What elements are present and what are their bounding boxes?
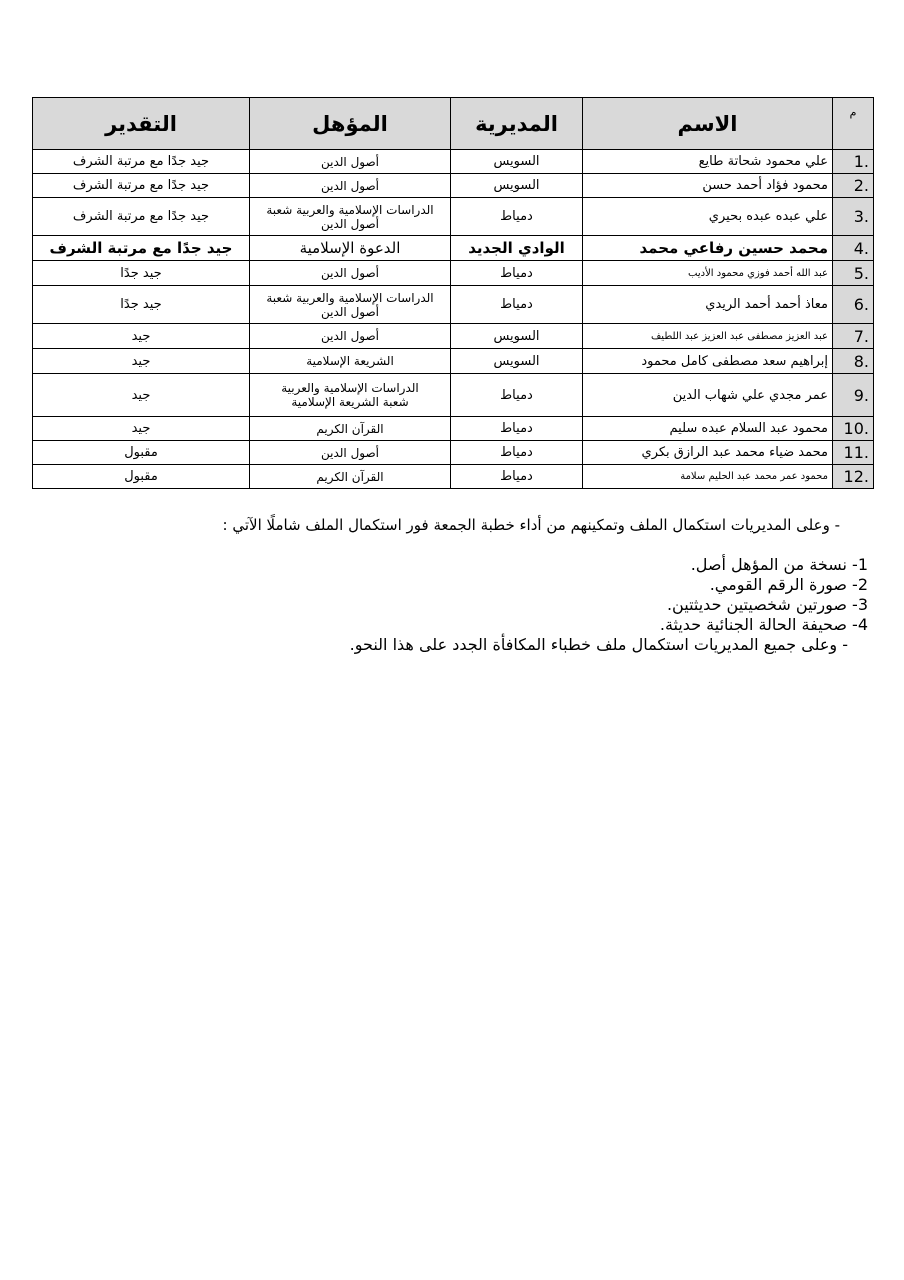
qualification-line: الدعوة الإسلامية — [299, 239, 401, 257]
row-qualification — [250, 236, 451, 261]
row-qualification — [250, 174, 451, 198]
candidates-table — [32, 97, 874, 489]
qualification-line: أصول الدين — [320, 304, 380, 319]
row-num: 7. — [833, 324, 874, 349]
row-grade: جيد جدًا مع مرتبة الشرف — [33, 174, 250, 198]
row-name: محمد حسين رفاعي محمد — [583, 236, 833, 261]
qualification-line: أصول الدين — [320, 445, 380, 460]
qualification-line: الشريعة الإسلامية — [306, 354, 394, 368]
table-row — [33, 374, 874, 417]
row-qualification — [250, 261, 451, 286]
row-num: 6. — [833, 286, 874, 324]
header-qualification: المؤهل — [250, 98, 451, 150]
row-num: 3. — [833, 198, 874, 236]
table-row — [33, 349, 874, 374]
row-qualification — [250, 374, 451, 417]
row-num: 10. — [833, 417, 874, 441]
qualification-line: القرآن الكريم — [316, 469, 384, 484]
qualification-line: أصول الدين — [320, 178, 380, 193]
table-row — [33, 417, 874, 441]
row-name: عمر مجدي علي شهاب الدين — [583, 374, 833, 417]
row-num: 1. — [833, 150, 874, 174]
qualification-line: أصول الدين — [320, 216, 380, 231]
row-name: إبراهيم سعد مصطفى كامل محمود — [583, 349, 833, 374]
header-num: م — [833, 98, 874, 150]
qualification-line: الدراسات الإسلامية والعربية شعبة — [266, 202, 434, 217]
row-grade: جيد جدًا مع مرتبة الشرف — [33, 198, 250, 236]
row-directorate: دمياط — [451, 465, 583, 489]
row-num: 12. — [833, 465, 874, 489]
qualification-line: الدراسات الإسلامية والعربية شعبة — [266, 290, 434, 305]
table-row — [33, 465, 874, 489]
table-row — [33, 261, 874, 286]
list-item: 3- صورتين شخصيتين حديثتين. — [666, 595, 868, 614]
row-qualification — [250, 465, 451, 489]
row-num: 2. — [833, 174, 874, 198]
row-name: محمد ضياء محمد عبد الرازق بكري — [583, 441, 833, 465]
row-name: معاذ أحمد أحمد الريدي — [583, 286, 833, 324]
row-name: علي محمود شحاتة طايع — [583, 150, 833, 174]
row-grade: جيد جدًا — [33, 261, 250, 286]
row-qualification — [250, 198, 451, 236]
qualification-line: أصول الدين — [320, 154, 380, 169]
qualification-line: الدراسات الإسلامية والعربية — [281, 381, 419, 395]
list-item: 4- صحيفة الحالة الجنائية حديثة. — [659, 615, 868, 634]
row-directorate: السويس — [451, 349, 583, 374]
row-grade: جيد جدًا مع مرتبة الشرف — [33, 150, 250, 174]
header-directorate: المديرية — [451, 98, 583, 150]
qualification-line: القرآن الكريم — [316, 421, 384, 436]
list-item: 1- نسخة من المؤهل أصل. — [690, 555, 868, 574]
row-qualification — [250, 324, 451, 349]
row-grade: جيد — [33, 349, 250, 374]
row-directorate: السويس — [451, 324, 583, 349]
row-qualification — [250, 150, 451, 174]
row-directorate: السويس — [451, 174, 583, 198]
qualification-line: أصول الدين — [320, 329, 380, 343]
row-grade: جيد جدًا مع مرتبة الشرف — [33, 236, 250, 261]
row-num: 9. — [833, 374, 874, 417]
row-grade: مقبول — [33, 465, 250, 489]
row-directorate: دمياط — [451, 417, 583, 441]
row-num: 11. — [833, 441, 874, 465]
row-num: 4. — [833, 236, 874, 261]
row-qualification — [250, 349, 451, 374]
table-row — [33, 150, 874, 174]
row-num: 8. — [833, 349, 874, 374]
row-name: عبد الله أحمد فوزي محمود الأديب — [583, 261, 833, 286]
requirements-list — [350, 555, 868, 655]
header-grade: التقدير — [33, 98, 250, 150]
table-row — [33, 324, 874, 349]
table-row — [33, 198, 874, 236]
table-row — [33, 441, 874, 465]
row-directorate: دمياط — [451, 441, 583, 465]
table-row — [33, 174, 874, 198]
row-grade: جيد — [33, 417, 250, 441]
row-name: علي عبده عبده بحيري — [583, 198, 833, 236]
row-qualification — [250, 441, 451, 465]
row-grade: جيد جدًا — [33, 286, 250, 324]
header-name: الاسم — [583, 98, 833, 150]
row-directorate: السويس — [451, 150, 583, 174]
row-directorate: دمياط — [451, 261, 583, 286]
table-header-row — [33, 98, 874, 150]
qualification-line: شعبة الشريعة الإسلامية — [291, 395, 409, 409]
row-directorate: دمياط — [451, 374, 583, 417]
closing-line: - وعلى جميع المديريات استكمال ملف خطباء المكافأة الجدد على هذا النحو. — [349, 635, 848, 654]
row-directorate: دمياط — [451, 198, 583, 236]
row-name: محمود عمر محمد عبد الحليم سلامة — [583, 465, 833, 489]
row-qualification — [250, 286, 451, 324]
list-item: 2- صورة الرقم القومي. — [709, 575, 868, 594]
qualification-line: أصول الدين — [320, 266, 380, 280]
row-directorate: الوادي الجديد — [451, 236, 583, 261]
row-grade: جيد — [33, 374, 250, 417]
row-directorate: دمياط — [451, 286, 583, 324]
row-qualification — [250, 417, 451, 441]
row-name: محمود فؤاد أحمد حسن — [583, 174, 833, 198]
row-num: 5. — [833, 261, 874, 286]
row-grade: جيد — [33, 324, 250, 349]
row-name: عبد العزيز مصطفى عبد العزيز عبد اللطيف — [583, 324, 833, 349]
table-row — [33, 286, 874, 324]
note-paragraph: - وعلى المديريات استكمال الملف وتمكينهم من أداء خطبة الجمعة فور استكمال الملف شاملًا الآتي : — [222, 516, 840, 534]
row-name: محمود عبد السلام عبده سليم — [583, 417, 833, 441]
row-grade: مقبول — [33, 441, 250, 465]
table-row — [33, 236, 874, 261]
